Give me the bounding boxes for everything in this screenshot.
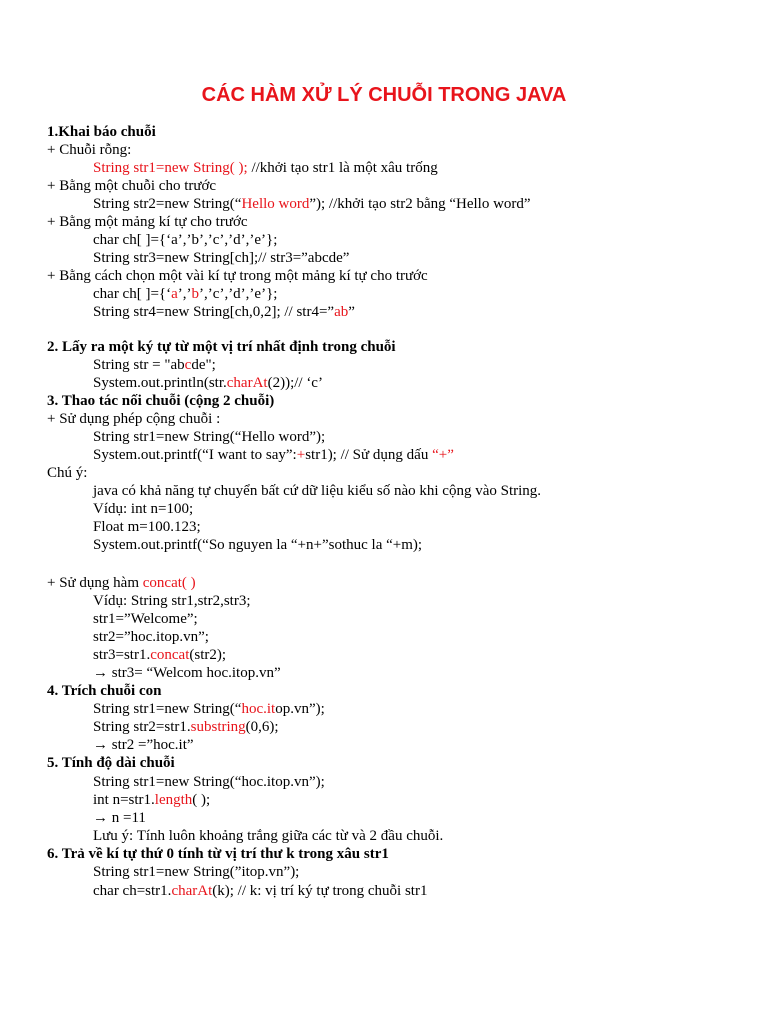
text-segment: String str3=new String[ch];// str3=”abcde” bbox=[93, 250, 350, 266]
text-line bbox=[47, 574, 196, 592]
text-segment: str3=str1. bbox=[93, 647, 151, 663]
text-line bbox=[47, 213, 248, 231]
text-line bbox=[93, 428, 325, 446]
text-segment: de"; bbox=[191, 357, 216, 373]
text-segment: int n=str1. bbox=[93, 792, 155, 808]
text-segment: str3= “Welcom hoc.itop.vn” bbox=[108, 665, 281, 681]
text-line bbox=[93, 446, 454, 464]
text-line bbox=[93, 285, 277, 303]
text-segment: (0,6); bbox=[245, 719, 279, 735]
highlighted-text: charAt bbox=[226, 375, 268, 391]
text-segment: 5. Tính độ dài chuỗi bbox=[47, 755, 175, 771]
text-segment: str1); // Sử dụng dấu bbox=[305, 447, 433, 463]
text-segment: op.vn”); bbox=[275, 701, 325, 717]
text-segment: str2=”hoc.itop.vn”; bbox=[93, 629, 209, 645]
highlighted-text: String str1=new String( ); bbox=[93, 160, 248, 176]
text-segment: String str4=new String[ch,0,2]; // str4=” bbox=[93, 304, 335, 320]
arrow-right-icon: → bbox=[93, 665, 108, 681]
text-segment: Lưu ý: Tính luôn khoảng trắng giữa các từ và 2 đầu chuỗi. bbox=[93, 828, 444, 844]
section-heading bbox=[47, 392, 274, 410]
section-heading bbox=[47, 682, 161, 700]
text-segment: + Sử dụng hàm bbox=[47, 575, 143, 591]
text-segment: 4. Trích chuỗi con bbox=[47, 683, 162, 699]
text-segment: char ch[ ]={‘a’,’b’,’c’,’d’,’e’}; bbox=[93, 232, 278, 248]
text-line bbox=[93, 536, 422, 554]
text-segment: + Chuỗi rỗng: bbox=[47, 142, 132, 158]
text-segment: String str1=new String(“Hello word”); bbox=[93, 429, 326, 445]
text-line bbox=[93, 610, 198, 628]
text-line bbox=[93, 664, 281, 682]
highlighted-text: b bbox=[191, 286, 200, 302]
text-segment: String str = "ab bbox=[93, 357, 185, 373]
text-segment: + Sử dụng phép cộng chuỗi : bbox=[47, 411, 221, 427]
text-line bbox=[93, 249, 349, 267]
text-segment: Float m=100.123; bbox=[93, 519, 201, 535]
highlighted-text: Hello word bbox=[241, 196, 310, 212]
section-heading bbox=[47, 845, 389, 863]
highlighted-text: length bbox=[154, 792, 193, 808]
text-line bbox=[93, 231, 277, 249]
text-segment: Vídụ: String str1,str2,str3; bbox=[93, 593, 251, 609]
text-segment: String str2=str1. bbox=[93, 719, 191, 735]
text-line bbox=[93, 374, 323, 392]
text-line bbox=[93, 736, 194, 754]
text-segment: char ch=str1. bbox=[93, 883, 172, 899]
highlighted-text: substring bbox=[190, 719, 246, 735]
text-segment: (2));// ‘c’ bbox=[267, 375, 323, 391]
text-segment: (str2); bbox=[189, 647, 227, 663]
text-line bbox=[47, 464, 87, 482]
text-line bbox=[93, 628, 209, 646]
text-segment: java có khả năng tự chuyển bất cứ dữ liệu kiểu số nào khi cộng vào String. bbox=[93, 483, 542, 499]
highlighted-text: charAt bbox=[171, 883, 213, 899]
text-segment: str2 =”hoc.it” bbox=[108, 737, 194, 753]
text-segment: char ch[ ]={‘ bbox=[93, 286, 172, 302]
text-segment: ( ); bbox=[192, 792, 211, 808]
text-segment: String str1=new String(“ bbox=[93, 701, 242, 717]
highlighted-text: a bbox=[171, 286, 178, 302]
text-line bbox=[93, 159, 438, 177]
text-line bbox=[93, 195, 531, 213]
highlighted-text: hoc.it bbox=[241, 701, 276, 717]
text-line bbox=[93, 303, 355, 321]
text-segment: ’,’ bbox=[177, 286, 192, 302]
text-line bbox=[93, 791, 210, 809]
section-heading bbox=[47, 123, 156, 141]
text-line bbox=[93, 863, 299, 881]
text-segment: (k); // k: vị trí ký tự trong chuỗi str1 bbox=[212, 883, 428, 899]
highlighted-text: concat( ) bbox=[142, 575, 196, 591]
text-line bbox=[93, 646, 226, 664]
highlighted-text: ab bbox=[334, 304, 349, 320]
text-line bbox=[47, 177, 216, 195]
text-segment: String str1=new String(“hoc.itop.vn”); bbox=[93, 774, 325, 790]
highlighted-text: + bbox=[296, 447, 306, 463]
text-line bbox=[93, 482, 541, 500]
text-segment: 2. Lấy ra một ký tự từ một vị trí nhất định trong chuỗi bbox=[47, 339, 396, 355]
text-line bbox=[93, 882, 427, 900]
text-segment: ’,’c’,’d’,’e’}; bbox=[199, 286, 278, 302]
highlighted-text: concat bbox=[150, 647, 190, 663]
arrow-right-icon: → bbox=[93, 737, 108, 753]
text-segment: str1=”Welcome”; bbox=[93, 611, 198, 627]
text-line bbox=[47, 267, 428, 285]
text-segment: + Bằng một mảng kí tự cho trước bbox=[47, 214, 248, 230]
text-segment: + Bằng cách chọn một vài kí tự trong một mảng kí tự cho trước bbox=[47, 268, 428, 284]
text-line bbox=[93, 700, 325, 718]
text-segment: 6. Trả về kí tự thứ 0 tính từ vị trí thư k trong xâu str1 bbox=[47, 846, 389, 862]
document-title: CÁC HÀM XỬ LÝ CHUỖI TRONG JAVA bbox=[201, 84, 567, 106]
text-segment: ” bbox=[348, 304, 355, 320]
text-line bbox=[93, 773, 325, 791]
text-line bbox=[93, 500, 193, 518]
text-segment: String str2=new String(“ bbox=[93, 196, 242, 212]
text-segment: String str1=new String(”itop.vn”); bbox=[93, 864, 300, 880]
highlighted-text: “+” bbox=[432, 447, 454, 463]
text-line bbox=[93, 718, 279, 736]
text-line bbox=[93, 356, 216, 374]
text-segment: n =11 bbox=[108, 810, 146, 826]
text-segment: System.out.printf(“So nguyen la “+n+”sothuc la “+m); bbox=[93, 537, 423, 553]
section-heading bbox=[47, 754, 175, 772]
arrow-right-icon: → bbox=[93, 810, 108, 826]
text-segment: + Bằng một chuỗi cho trước bbox=[47, 178, 217, 194]
text-line bbox=[93, 592, 251, 610]
section-heading bbox=[47, 338, 396, 356]
text-line bbox=[93, 518, 201, 536]
text-segment: 3. Thao tác nối chuỗi (cộng 2 chuỗi) bbox=[47, 393, 275, 409]
text-segment: System.out.println(str. bbox=[93, 375, 227, 391]
text-segment: 1.Khai báo chuỗi bbox=[47, 124, 156, 140]
text-line bbox=[47, 141, 131, 159]
text-segment: Vídụ: int n=100; bbox=[93, 501, 194, 517]
text-line bbox=[93, 827, 443, 845]
text-segment: //khởi tạo str1 là một xâu trống bbox=[247, 160, 438, 176]
highlighted-text: c bbox=[184, 357, 192, 373]
text-segment: ”); //khởi tạo str2 bằng “Hello word” bbox=[309, 196, 531, 212]
text-segment: Chú ý: bbox=[47, 465, 88, 481]
text-line bbox=[93, 809, 146, 827]
text-segment: System.out.printf(“I want to say”: bbox=[93, 447, 297, 463]
text-line bbox=[47, 410, 220, 428]
